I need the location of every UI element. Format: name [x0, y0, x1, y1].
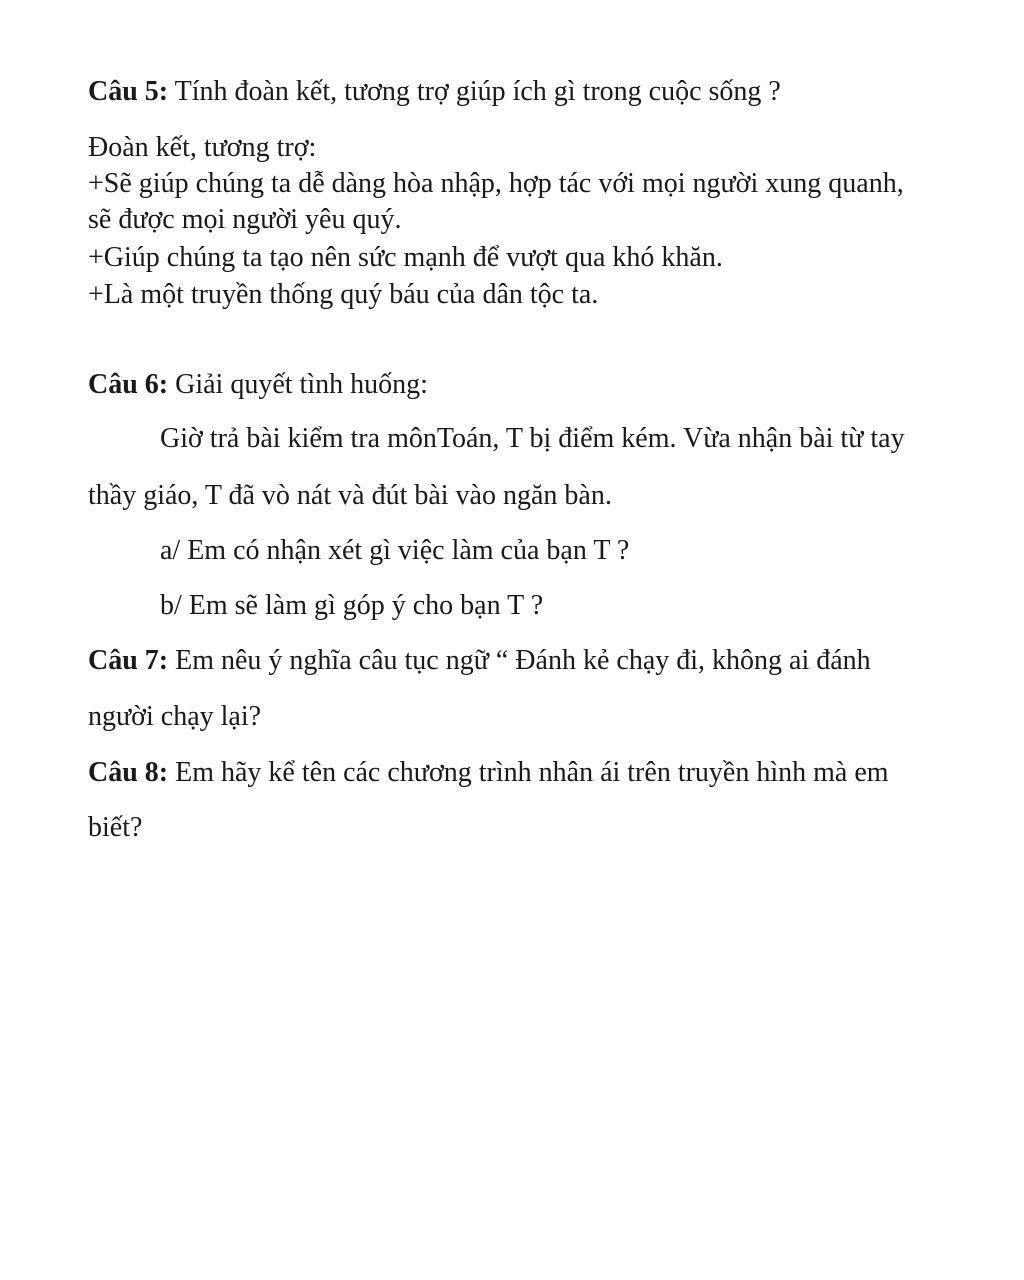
q6-label: Câu 6: [88, 369, 169, 400]
q6-sub-b: b/ Em sẽ làm gì góp ý cho bạn T ? [160, 590, 544, 621]
q8-text: Em hãy kể tên các chương trình nhân ái trên truyền hình mà em [175, 757, 889, 788]
q5-point-1-cont: sẽ được mọi người yêu quý. [88, 204, 402, 235]
q5-title: Tính đoàn kết, tương trợ giúp ích gì trong cuộc sống ? [174, 76, 781, 107]
q6-title: Giải quyết tình huống: [175, 369, 428, 400]
q6-situation-line-2: thầy giáo, T đã vò nát và đút bài vào ngăn bàn. [88, 480, 612, 511]
q5-point-2: +Giúp chúng ta tạo nên sức mạnh để vượt qua khó khăn. [88, 242, 723, 273]
q5-heading [88, 74, 781, 110]
q8-label: Câu 8: [88, 757, 169, 788]
q8-line-1 [88, 755, 889, 791]
q5-answer-intro: Đoàn kết, tương trợ: [88, 132, 317, 163]
q6-heading [88, 367, 428, 403]
q7-label: Câu 7: [88, 645, 169, 676]
q6-situation-line-1: Giờ trả bài kiểm tra mônToán, T bị điểm kém. Vừa nhận bài từ tay [160, 423, 905, 454]
q5-point-1: +Sẽ giúp chúng ta dễ dàng hòa nhập, hợp tác với mọi người xung quanh, [88, 168, 904, 199]
q5-label: Câu 5: [88, 76, 169, 107]
q6-sub-a: a/ Em có nhận xét gì việc làm của bạn T ? [160, 535, 630, 566]
q7-line-2: người chạy lại? [88, 701, 262, 732]
q5-point-3: +Là một truyền thống quý báu của dân tộc ta. [88, 279, 599, 310]
q8-line-2: biết? [88, 812, 143, 843]
q7-line-1 [88, 643, 871, 679]
q7-text: Em nêu ý nghĩa câu tục ngữ “ Đánh kẻ chạy đi, không ai đánh [175, 645, 871, 676]
